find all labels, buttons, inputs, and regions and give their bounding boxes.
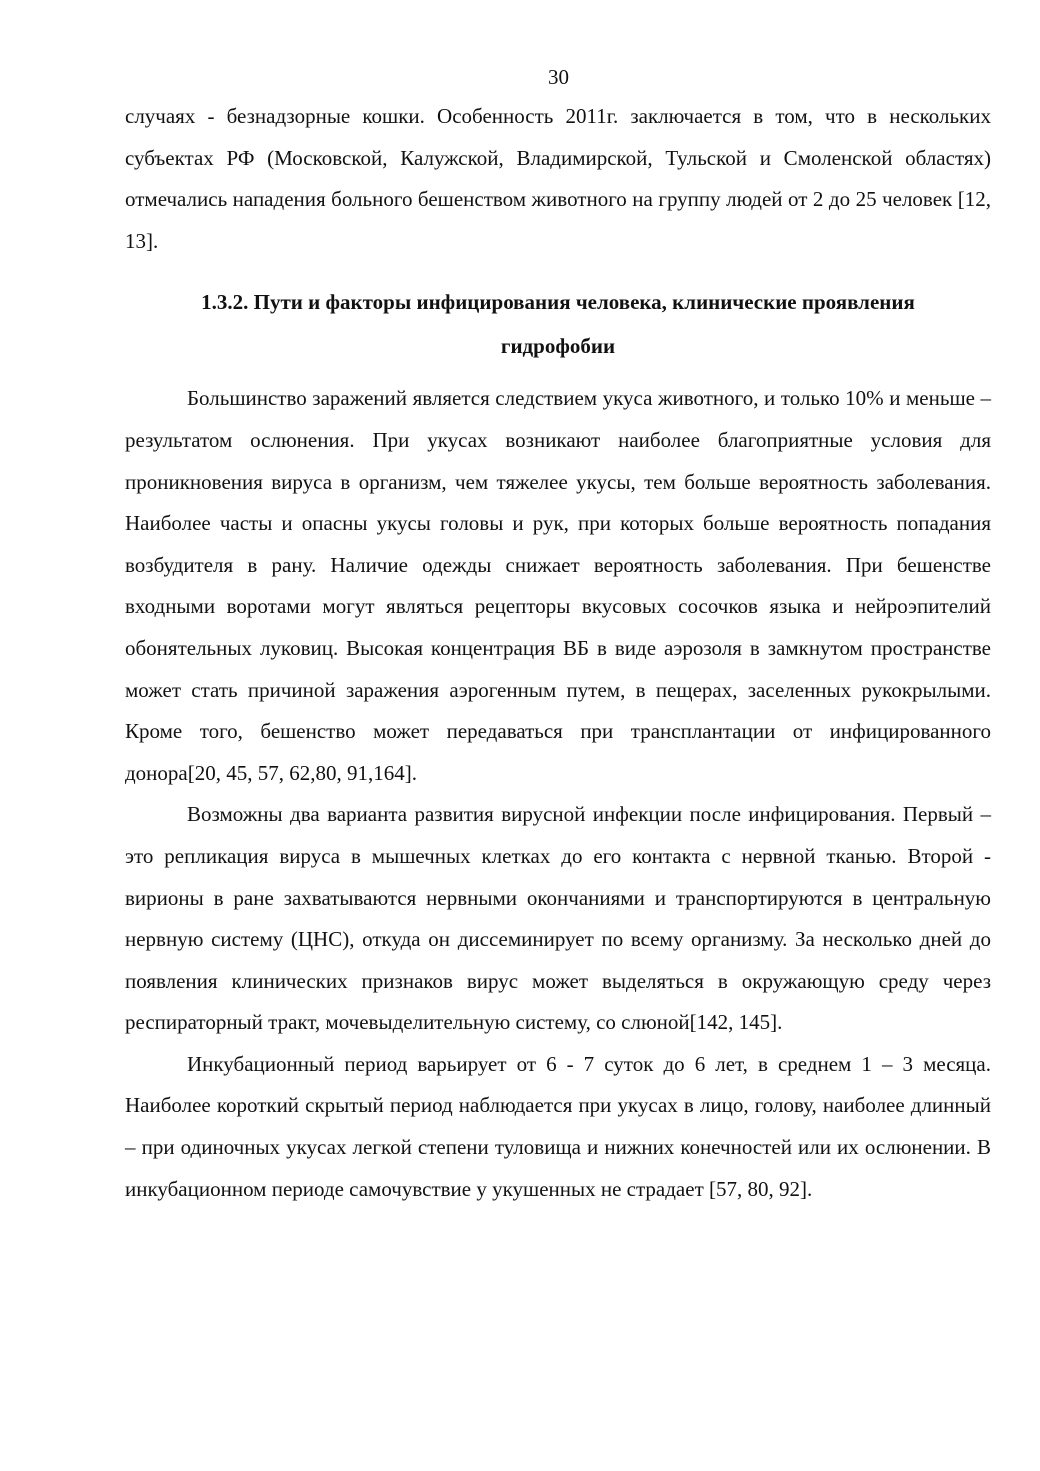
section-heading-line-1: 1.3.2. Пути и факторы инфицирования человека, клинические проявления	[201, 290, 915, 315]
paragraph-incubation-period: Инкубационный период варьирует от 6 - 7 суток до 6 лет, в среднем 1 – 3 месяца. Наиболее короткий скрытый период наблюдается при укусах в лицо, голову, наиболее длинный – при одиночных укусах легкой степени туловища и нижних конечностей или их ослюнении. В инкубационном периоде самочувствие у укушенных не страдает [57, 80, 92].	[125, 1051, 991, 1201]
intro-paragraph: случаях - безнадзорные кошки. Особенность 2011г. заключается в том, что в нескольких субъектах РФ (Московской, Калужской, Владимирской, Тульской и Смоленской областях) отмечались нападения больного бешенством животного на группу людей от 2 до 25 человек [12, 13].	[125, 104, 991, 253]
paragraph-infection-routes: Большинство заражений является следствием укуса животного, и только 10% и меньше – результатом ослюнения. При укусах возникают наиболее благоприятные условия для проникновения вируса в организм, чем тяжелее укусы, тем больше вероятность заболевания. Наиболее часты и опасны укусы головы и рук, при которых больше вероятность попадания возбудителя в рану. Наличие одежды снижает вероятность заболевания. При бешенстве входными воротами могут являться рецепторы вкусовых сосочков языка и нейроэпителий обонятельных луковиц. Высокая концентрация ВБ в виде аэрозоля в замкнутом пространстве может стать причиной заражения аэрогенным путем, в пещерах, заселенных рукокрылыми. Кроме того, бешенство может передаваться при трансплантации от инфицированного донора[20, 45, 57, 62,80, 91,164].	[125, 386, 991, 785]
page-number: 30	[548, 65, 569, 89]
document-body	[125, 96, 991, 1210]
paragraph-infection-variants: Возможны два варианта развития вирусной инфекции после инфицирования. Первый – это репликация вируса в мышечных клетках до его контакта с нервной тканью. Второй - вирионы в ране захватываются нервными окончаниями и транспортируются в центральную нервную систему (ЦНС), откуда он диссеминирует по всему организму. За несколько дней до появления клинических признаков вирус может выделяться в окружающую среду через респираторный тракт, мочевыделительную систему, со слюной[142, 145].	[125, 802, 991, 1035]
section-heading	[125, 280, 991, 368]
section-heading-line-2: гидрофобии	[500, 334, 616, 359]
